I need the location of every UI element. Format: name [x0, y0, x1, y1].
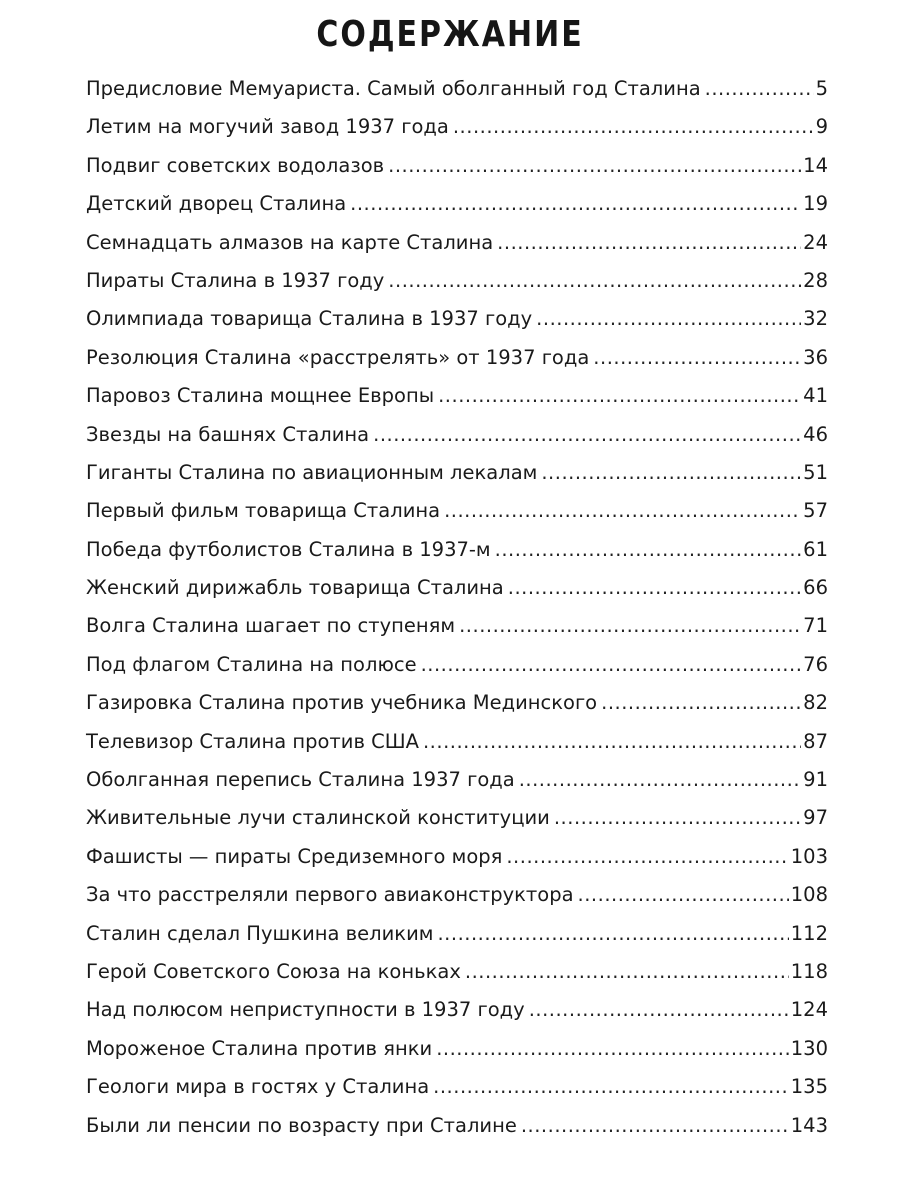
toc-entry-title: Были ли пенсии по возрасту при Сталине — [86, 1113, 517, 1137]
toc-entry-title: Олимпиада товарища Сталина в 1937 году — [86, 307, 533, 331]
dot-leader — [437, 915, 788, 953]
toc-entry — [86, 224, 828, 262]
toc-entry — [86, 723, 828, 761]
toc-entry-title: За что расстреляли первого авиаконструктора — [86, 883, 574, 907]
toc-entry — [86, 339, 828, 377]
toc-entry-title: Под флагом Сталина на полюсе — [86, 652, 417, 676]
toc-entry-title: Оболганная перепись Сталина 1937 года — [86, 768, 515, 792]
toc-entry — [86, 1030, 828, 1068]
toc-entry-page: 91 — [803, 768, 828, 792]
toc-entry-page: 61 — [803, 537, 828, 561]
toc-entry — [86, 185, 828, 223]
toc-entry — [86, 838, 828, 876]
dot-leader — [578, 876, 789, 914]
toc-entry-page: 9 — [815, 115, 828, 139]
toc-entry — [86, 799, 828, 837]
toc-entry — [86, 953, 828, 991]
toc-entry — [86, 108, 828, 146]
page-title: СОДЕРЖАНИЕ — [316, 14, 584, 56]
dot-leader — [519, 761, 801, 799]
toc-entry — [86, 569, 828, 607]
toc-entry-title: Газировка Сталина против учебника Мединского — [86, 691, 598, 715]
toc-entry-page: 143 — [790, 1113, 828, 1137]
dot-leader — [506, 838, 788, 876]
toc-entry — [86, 915, 828, 953]
dot-leader — [593, 339, 801, 377]
dot-leader — [465, 953, 789, 991]
toc-entry-title: Гиганты Сталина по авиационным лекалам — [86, 460, 538, 484]
dot-leader — [423, 723, 801, 761]
toc-entry-page: 97 — [803, 806, 828, 830]
dot-leader — [495, 531, 802, 569]
toc-entry — [86, 454, 828, 492]
toc-entry-title: Семнадцать алмазов на карте Сталина — [86, 230, 494, 254]
toc-entry-title: Над полюсом неприступности в 1937 году — [86, 998, 525, 1022]
toc-entry-page: 57 — [803, 499, 828, 523]
toc-entry-title: Волга Сталина шагает по ступеням — [86, 614, 456, 638]
toc-entry — [86, 262, 828, 300]
toc-entry — [86, 300, 828, 338]
toc-entry-page: 46 — [803, 422, 828, 446]
toc-entry-page: 5 — [815, 77, 828, 100]
toc-entry-page: 103 — [790, 844, 828, 868]
dot-leader — [453, 108, 814, 146]
dot-leader — [459, 607, 801, 645]
toc-entry-title: Мороженое Сталина против янки — [86, 1036, 433, 1060]
toc-entry-title: Женский дирижабль товарища Сталина — [86, 576, 504, 600]
toc-entry-title: Герой Советского Союза на коньках — [86, 959, 461, 983]
toc-entry — [86, 377, 828, 415]
toc-entry-page: 28 — [803, 268, 828, 292]
toc-entry-title: Подвиг советских водолазов — [86, 153, 385, 177]
toc-entry-page: 14 — [803, 153, 828, 177]
toc-entry-page: 41 — [803, 384, 828, 408]
dot-leader — [705, 70, 814, 108]
toc-entry-title: Детский дворец Сталина — [86, 192, 347, 216]
toc-entry — [86, 531, 828, 569]
toc-entry — [86, 70, 828, 108]
toc-entry-page: 82 — [803, 691, 828, 715]
toc-entry-page: 32 — [803, 307, 828, 331]
dot-leader — [388, 262, 801, 300]
toc-entry-title: Сталин сделал Пушкина великим — [86, 921, 434, 945]
toc-entry — [86, 761, 828, 799]
dot-leader — [529, 991, 789, 1029]
toc-entry-title: Пираты Сталина в 1937 году — [86, 268, 385, 292]
toc-entry-page: 108 — [790, 883, 828, 907]
dot-leader — [554, 799, 801, 837]
toc-entry — [86, 416, 828, 454]
toc-entry-page: 24 — [803, 230, 828, 254]
toc-entry — [86, 1107, 828, 1145]
toc-entry-title: Предисловие Мемуариста. Самый оболганный год Сталина — [86, 77, 701, 100]
toc-entry-page: 130 — [790, 1036, 828, 1060]
toc-entry-title: Звезды на башнях Сталина — [86, 422, 370, 446]
toc-entry-page: 135 — [790, 1075, 828, 1099]
toc-entry-title: Геологи мира в гостях у Сталина — [86, 1075, 430, 1099]
toc-entry-title: Паровоз Сталина мощнее Европы — [86, 384, 435, 408]
dot-leader — [601, 684, 801, 722]
dot-leader — [508, 569, 801, 607]
toc-entry-page: 124 — [790, 998, 828, 1022]
dot-leader — [350, 185, 801, 223]
dot-leader — [388, 147, 801, 185]
toc-entry-title: Живительные лучи сталинской конституции — [86, 806, 550, 830]
toc-entry-page: 66 — [803, 576, 828, 600]
dot-leader — [421, 646, 802, 684]
toc-entry — [86, 1068, 828, 1106]
toc-entry-page: 19 — [803, 192, 828, 216]
toc-entry-page: 36 — [803, 345, 828, 369]
dot-leader — [373, 416, 801, 454]
dot-leader — [433, 1068, 789, 1106]
toc-entry-page: 87 — [803, 729, 828, 753]
toc-entry-page: 112 — [790, 921, 828, 945]
toc-entry-title: Победа футболистов Сталина в 1937-м — [86, 537, 491, 561]
toc-entry-title: Телевизор Сталина против США — [86, 729, 419, 753]
dot-leader — [497, 224, 801, 262]
table-of-contents — [86, 70, 828, 1145]
toc-entry-page: 71 — [803, 614, 828, 638]
toc-entry — [86, 646, 828, 684]
toc-entry-page: 51 — [803, 460, 828, 484]
dot-leader — [521, 1107, 789, 1145]
toc-entry-page: 76 — [803, 652, 828, 676]
toc-entry — [86, 492, 828, 530]
toc-entry — [86, 876, 828, 914]
toc-entry — [86, 607, 828, 645]
toc-entry — [86, 684, 828, 722]
toc-entry-title: Фашисты — пираты Средиземного моря — [86, 844, 503, 868]
dot-leader — [444, 492, 801, 530]
toc-entry-title: Первый фильм товарища Сталина — [86, 499, 441, 523]
toc-entry — [86, 147, 828, 185]
toc-entry-title: Летим на могучий завод 1937 года — [86, 115, 449, 139]
dot-leader — [436, 1030, 789, 1068]
toc-entry — [86, 991, 828, 1029]
toc-entry-title: Резолюция Сталина «расстрелять» от 1937 года — [86, 345, 590, 369]
toc-entry-page: 118 — [790, 959, 828, 983]
dot-leader — [536, 300, 801, 338]
dot-leader — [438, 377, 801, 415]
dot-leader — [541, 454, 801, 492]
